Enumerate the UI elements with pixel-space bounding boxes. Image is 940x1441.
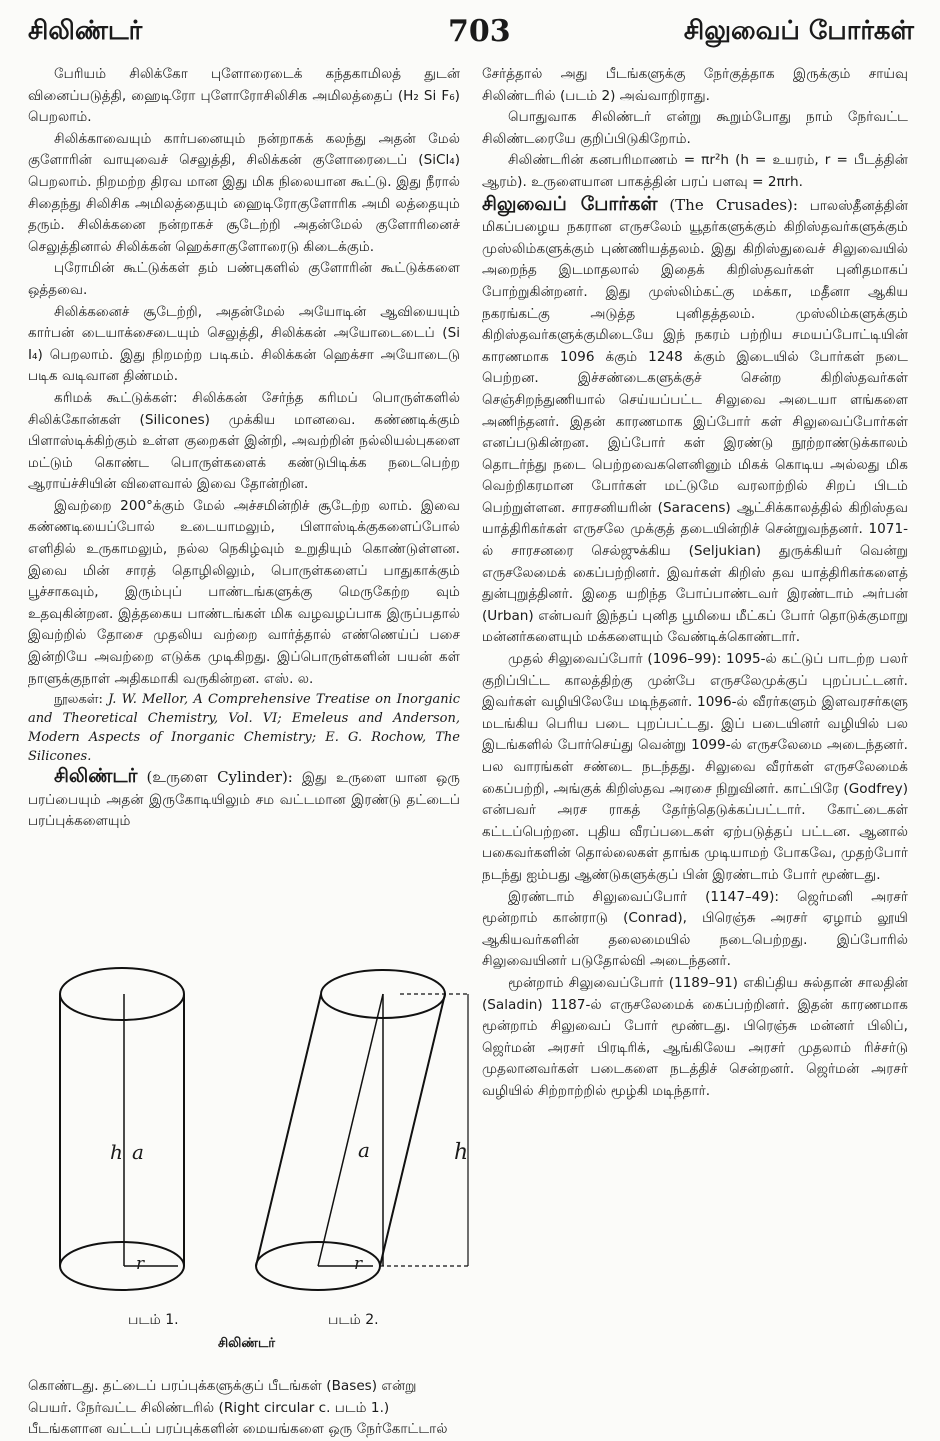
- fig2-axis: [318, 994, 383, 1266]
- crusades-english: (The Crusades):: [669, 195, 798, 214]
- header-left-title: சிலிண்டர்: [28, 16, 143, 46]
- figure-title: சிலிண்டர்: [218, 1336, 276, 1351]
- crusades-para-3: இரண்டாம் சிலுவைப்போர் (1147–49): ஜெர்மனி அரசர் மூன்றாம் கான்ராடு (Conrad), பிரெஞ்சு அரசர் ஏழாம் லூயி ஆகியவர்களின் தலைமையில் நடைபெற்றது. இப்போரில் சிலுவையினர் படுதோல்வி அடைந்தனர்.: [482, 888, 908, 970]
- cylinder-text: இது உருளை யான ஒரு பரப்பையும் அதன் இருகோடியிலும் சம வட்டமான இரண்டு தட்டைப் பரப்புக்களையும்: [28, 770, 461, 830]
- crusades-entry: [482, 194, 908, 649]
- figure-caption-1: படம் 1.: [128, 1312, 179, 1328]
- header-right-title: சிலுவைப் போர்கள்: [683, 16, 914, 46]
- fig1-top-ellipse: [60, 968, 184, 1020]
- crusades-para-2: முதல் சிலுவைப்போர் (1096–99): 1095-ல் கட்டுப் பாடற்ற பலர் குறிப்பிட்ட காலத்திற்கு முன்பே எருசலேமுக்குப் புறப்பட்டனர். இவர்கள் வழியிலேயே மடிந்தனர். 1096-ல் வீரர்களும் இளவரசர்களு மடங்கிய பெரிய படை புறப்பட்டது. இப் படையினர் வழியில் பல இடங்களில் போர்செய்து வென்று 1099-ல் எருசலேமை அடைந்தனர். பல வாரங்கள் சண்டை நடந்தது. சிலுவை வீரர்கள் எருசலேமைக் கைப்பற்றி, அங்குக் கிறிஸ்தவ அரசை நிறுவினர். காட்பிரே (Godfrey) என்பவர் அரச ராகத் தேர்ந்தெடுக்கப்பட்டார். கோட்டைகள் கட்டப்பெற்றன. புதிய வீரப்படைகள் ஏற்படுத்தப் பட்டன. ஆனால் பகைவர்களின் தொல்லைகள் தாங்க முடியாமற் போகவே, முதற்போர் நடந்து ஐம்பது ஆண்டுகளுக்குப் பின் இரண்டாம் போர் மூண்டது.: [482, 651, 908, 883]
- fig2-left-edge: [256, 994, 321, 1266]
- left-para-3: புரோமின் கூட்டுக்கள் தம் பண்புகளில் குளோரின் கூட்டுக்களை ஒத்தவை.: [28, 260, 460, 298]
- right-para-2: பொதுவாக சிலிண்டர் என்று கூறும்போது நாம் நேர்வட்ட சிலிண்டரையே குறிப்பிடுகிறோம்.: [482, 109, 908, 147]
- fig1-label-a: a: [132, 1140, 144, 1164]
- cylinder-entry: [28, 766, 460, 833]
- right-para-1: சேர்த்தால் அது பீடங்களுக்கு நேர்குத்தாக இருக்கும் சாய்வு சிலிண்டரில் (படம் 2) அவ்வாறிராது.: [482, 66, 908, 104]
- cylinder-figure: [28, 960, 478, 1370]
- left-column: [28, 64, 460, 833]
- references-text: J. W. Mellor, A Comprehensive Treatise on Inorganic and Theoretical Chemistry, Vol. VI; Emeleus and Anderson, Modern Aspects of Inorganic Chemistry; E. G. Rochow, The Silicones.: [28, 692, 461, 765]
- left-para-6: [28, 496, 460, 690]
- crusades-heading: சிலுவைப் போர்கள்: [482, 192, 658, 215]
- right-para-3: சிலிண்டரின் கனபரிமாணம் = πr²h (h = உயரம், r = பீடத்தின் ஆரம்). உருளையான பாகத்தின் பரப் பளவு = 2πrh.: [482, 152, 908, 190]
- fig2-label-r: r: [354, 1254, 363, 1274]
- author-signature: எஸ். ல.: [263, 670, 314, 687]
- cylinder-paren: (உருளை Cylinder):: [146, 768, 293, 787]
- references-label: நூலகள்:: [54, 692, 103, 708]
- left-para-1: பேரியம் சிலிக்கோ புளோரைடைக் கந்தகாமிலத் துடன் வினைப்படுத்தி, ஹைடிரோ புளோரோசிலிசிக அமிலத்தைப் (H₂ Si F₆) பெறலாம்.: [28, 66, 460, 126]
- right-column: [482, 64, 908, 1103]
- cylinder-diagram: [28, 960, 478, 1360]
- fig2-label-a: a: [358, 1138, 370, 1162]
- left-para-5: கரிமக் கூட்டுக்கள்: சிலிக்கன் சேர்ந்த கரிமப் பொருள்களில் சிலிக்கோன்கள் (Silicones) முக்கிய மானவை. கண்ணடிக்கும் பிளாஸ்டிக்கிற்கும் உள்ள குறைகள் இன்றி, அவற்றின் நல்லியல்புகளை மட்டும் கொண்ட பொருள்களைக் கண்டுபிடிக்க நடைபெற்ற ஆராய்ச்சியின் விளைவால் இவை தோன்றின.: [28, 389, 460, 493]
- fig1-label-h: h: [110, 1140, 123, 1164]
- crusades-para-1: பாலஸ்தீனத்தின் மிகப்பழைய நகரான எருசலேம் யூதர்களுக்கும் கிறிஸ்தவர்களுக்கும் முஸ்லிம்களுக்கும் புண்ணியத்தலம். இது கிறிஸ்துவைச் சிலுவையில் அறைந்த இடமாதலால் இதைக் கிறிஸ்தவர்கள் புனிதமாகப் போற்றுகின்றனர். இது முஸ்லிம்கட்கு மக்கா, மதீனா ஆகிய நகரங்கட்கு அடுத்த புனிதத்தலம். முஸ்லிம்களுக்கும் கிறிஸ்தவர்களுக்குமிடையே இந் நகரம் பற்றிய சமயப்போட்டியின் காரணமாக 1096 க்கும் 1248 க்கும் இடையில் போர்கள் நடை பெற்றன. இச்சண்டைகளுக்குச் சென்ற கிறிஸ்தவர்கள் செஞ்சிறந்துணியால் செய்யப்பட்ட சிலுவை அடையா ளங்களை அணிந்தனர். இதன் காரணமாக இப்போர் கள் சிலுவைப்போர்கள் எனப்படுகின்றன. இப்போர் கள் இரண்டு நூற்றாண்டுக்காலம் தொடர்ந்து நடை பெற்றவைகளெனினும் மிகக் கொடிய அல்லது மிக வெற்றிகரமான போர்கள் மட்டுமே வரலாற்றில் சிறப் பிடம் பெற்றுள்ளன. சாரசனியரின் (Saracens) ஆட்சிக்காலத்தில் கிறிஸ்தவ யாத்திரிகர்கள் எருசலே முக்குத் தடையின்றிச் சென்றுவந்தனர். 1071-ல் சாரசனரை செல்ஜுக்கிய (Seljukian) துருக்கியர் வென்று எருசலேமைக் கைப்பற்றினர். இவர்கள் கிறிஸ் தவ யாத்திரிகர்களைத் துன்புறுத்தினர். இதை யறிந்த போப்பாண்டவர் இரண்டாம் அர்பன் (Urban) என்பவர் இந்தப் புனித பூமியை மீட்கப் போர் தொடுக்குமாறு மன்னர்களையும் மக்களையும் வேண்டிக்கொண்டார்.: [482, 197, 909, 646]
- left-para-2: சிலிக்காவையும் கார்பனையும் நன்றாகக் கலந்து அதன் மேல் குளோரின் வாயுவைச் செலுத்தி, சிலிக்கன் குளோரைடைப் (SiCl₄) பெறலாம். நிறமற்ற திரவ மான இது மிக நிலையான கூட்டு. இது நீரால் சிதைந்து சிலிசிக அமிலத்தையும் ஹைடிரோகுளோரிக அமி லத்தையும் தரும். சிலிக்கனை நன்றாகச் சூடேற்றி அதன்மேல் குளோரினைச் செலுத்தினால் சிலிக்கன் ஹெக்சாகுளோரைடு கிடைக்கும்.: [28, 130, 460, 255]
- left-para-6-text: இவற்றை 200°க்கும் மேல் அச்சமின்றிச் சூடேற்ற லாம். இவை கண்ணடியைப்போல் உடையாமலும், பிளாஸ்டிக்குகளைப்போல் எளிதில் உருகாமலும், நல்ல நெகிழ்வும் உறுதியும் கொண்டுள்ளன. இவை மின் சாரத் தொழிலிலும், பொருள்களைப் பாதுகாக்கும் பூச்சாகவும், இரும்புப் பாண்டங்களுக்கு மெருகேற்ற வும் உதவுகின்றன. இத்தகைய பாண்டங்கள் மிக வழவழப்பாக இருப்பதால் இவற்றில் தோசை முதலிய வற்றை வார்த்தால் எண்ணெய்ப் பசை இன்றியே அவற்றை எடுக்க முடிகிறது. இப்பொருள்களின் பயன் கள் நாளுக்குநாள் அதிகமாகி வருகின்றன.: [28, 497, 460, 687]
- fig1-label-r: r: [136, 1254, 145, 1274]
- figure-caption-2: படம் 2.: [328, 1312, 379, 1328]
- references: [28, 690, 460, 766]
- page-number: 703: [448, 14, 511, 49]
- left-bottom-para: கொண்டது. தட்டைப் பரப்புக்களுக்குப் பீடங்கள் (Bases) என்று பெயர். நேர்வட்ட சிலிண்டரில் (Right circular c. படம் 1.) பீடங்களான வட்டப் பரப்புக்களின் மையங்களை ஒரு நேர்கோட்டால்: [28, 1378, 448, 1438]
- left-para-4: சிலிக்கனைச் சூடேற்றி, அதன்மேல் அயோடின் ஆவியையும் கார்பன் டையாக்சைடையும் செலுத்தி, சிலிக்கன் அயோடைடைப் (Si I₄) பெறலாம். இது நிறமற்ற படிகம். சிலிக்கன் ஹெக்சா அயோடைடு படிக வடிவான திண்மம்.: [28, 303, 460, 385]
- fig2-right-edge: [380, 994, 445, 1266]
- crusades-para-4: மூன்றாம் சிலுவைப்போர் (1189–91) எகிப்திய சுல்தான் சாலதின் (Saladin) 1187-ல் எருசலேமைக் கைப்பற்றினர். இதன் காரணமாக மூன்றாம் சிலுவைப் போர் மூண்டது. பிரெஞ்சு மன்னர் பிலிப், ஜெர்மன் அரசர் பிரடிரிக், ஆங்கிலேய அரசர் முதலாம் ரிச்சர்டு முதலானவர்கள் படைகளை நடத்திச் சென்றனர். ஜெர்மன் அரசர் வழியில் சிற்றாற்றில் மூழ்கி மடிந்தார்.: [482, 974, 908, 1099]
- left-bottom-text: [28, 1376, 460, 1438]
- cylinder-heading: சிலிண்டர்: [54, 765, 138, 788]
- fig2-label-h: h: [454, 1140, 469, 1165]
- page-header: [0, 16, 940, 56]
